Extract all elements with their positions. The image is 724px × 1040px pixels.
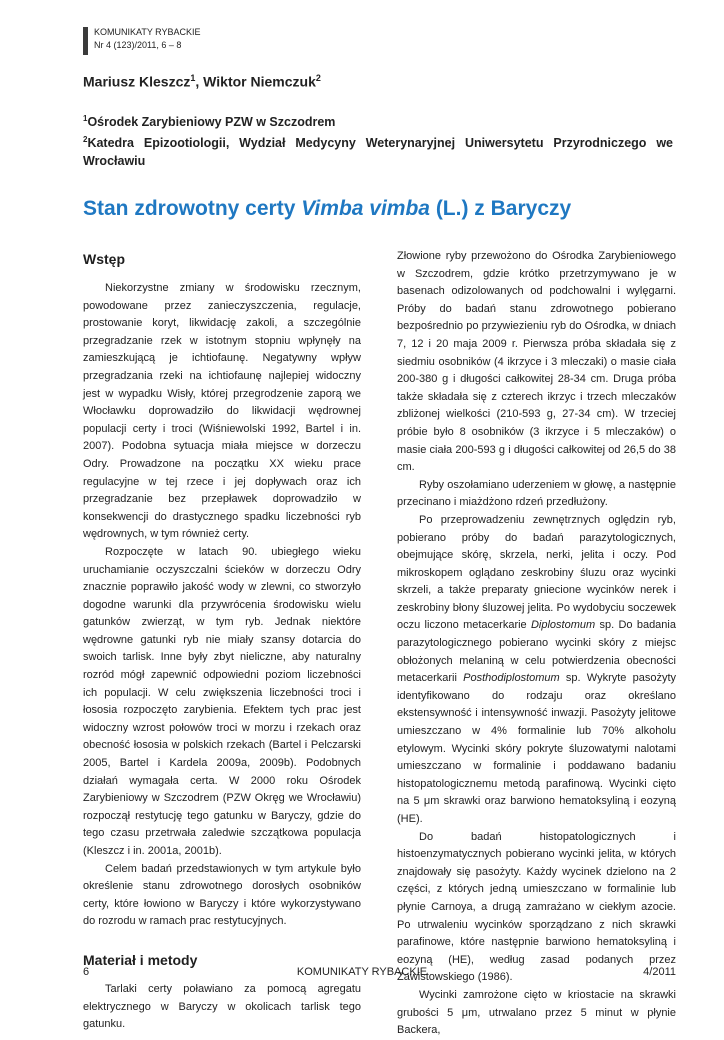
journal-info — [94, 26, 201, 55]
genus-diplostomum: Diplostomum — [530, 619, 596, 632]
author-1: Mariusz Kleszcz — [83, 73, 191, 90]
methods-paragraph-2: Złowione ryby przewożono do Ośrodka Zarybieniowego w Szczodrem, gdzie krótko przetrzymywano je w basenach odizolowanych od podchowalni i wylęgarni. Próby do badań stanu zdrowotnego pobierano bezpośrednio po przywiezieniu ryb do Ośrodka, w dniach 7, 12 i 20 maja 2009 r. Pierwsza próba składała się z siedmiu osobników (4 ikrzyce i 3 mleczaki) o masie ciała 200-380 g i długości całkowitej 28-34 cm. Druga próba także składała się z czterech ikrzyc i trzech mleczaków zbliżonej wielkości (210-593 g, 27-34 cm). W trzeciej próbie było 8 osobników (3 ikrzyce i 5 mleczaków) o masie ciała 200-593 g i długości całkowitej od 26,5 do 38 cm. — [397, 250, 676, 474]
journal-bar — [83, 27, 88, 55]
methods-paragraph-3: Ryby oszołamiano uderzeniem w głowę, a następnie przecinano i miażdżono rdzeń przedłużony. — [397, 478, 676, 509]
affiliation-1-text: Ośrodek Zarybieniowy PZW w Szczodrem — [87, 115, 336, 130]
footer-journal: KOMUNIKATY RYBACKIE — [296, 966, 428, 978]
methods-paragraph-4-c: sp. Wykryte pasożyty identyfikowano do rodzaju oraz określano ekstensywność i intensywność inwazji. Pasożyty jelitowe umieszczano w 4% formalinie lub 70% alkoholu etylowym. Wycinki skóry pokryte śluzowatymi nalotami umieszczano w formalinie i poddawano badaniu histopatologicznemu metodą parafinową. Wycinki cięto na 5 μm skrawki oraz barwiono hematoksyliną i eozyną (HE). — [397, 672, 677, 825]
affiliation-1-num: 1 — [83, 114, 88, 123]
title-part-2: (L.) z Baryczy — [429, 197, 572, 220]
affiliation-2-text: Katedra Epizootiologii, Wydział Medycyny Weterynaryjnej Uniwersytetu Przyrodniczego we Wrocławiu — [83, 136, 673, 169]
intro-paragraph-1: Niekorzystne zmiany w środowisku rzecznym, powodowane przez zanieczyszczenia, regulacje, prostowanie koryt, likwidację zakoli, a szczególnie przegradzanie rzek w istotnym stopniu wpłynęły na zamieszkującą je ichtiofaunę. Negatywny wpływ przegradzania rzeki na ichtiofaunę najlepiej widoczny jest w wypadku Wisły, której przegrodzenie zaporą we Włocławku doprowadziło do likwidacji wędrownej populacji certy i troci (Wiśniewolski 1992, Bartel i in. 2007). Podobna sytuacja miała miejsce w dorzeczu Odry. Prowadzone na początku XX wieku prace regulacyjne w tej rzece i jej dopływach oraz ich przegradzanie bez przepławek doprowadziło w konsekwencji do drastycznego spadku liczebności ryb wędrownych, w tym również certy. — [83, 282, 361, 541]
section-heading-methods: Materiał i metody — [83, 951, 198, 968]
title-species: Vimba vimba — [301, 197, 430, 220]
intro-paragraph-2: Rozpoczęte w latach 90. ubiegłego wieku uruchamianie oczyszczalni ścieków w dorzeczu Odry znacznie poprawiło jakość wody w zlewni, co stworzyło dogodne warunki dla przywrócenia środowisku wielu gatunków zwierząt, w tym ryb. Jednak niektóre wędrowne gatunki ryb nie miały szansy dotarcia do swoich tarlisk. Inne były zbyt nieliczne, aby naturalny rozród mógł zapewnić odpowiedni poziom liczebności ich populacji. W celu zwiększenia liczebności troci i łososia rozpoczęto zarybienia. Efektem tych prac jest widoczny wzrost połowów troci w morzu i rzekach oraz obecność łososia w polskich rzekach (Bartel i Pelczarski 2005, Bartel i Kardela 2009a, 2009b). Podobnych działań wymagała certa. W 2000 roku Ośrodek Zarybieniowy w Szczodrem (PZW Okręg we Wrocławiu) rozpoczął restytucję tego gatunku w Baryczy, gdzie do tego czasu przetrwała zaledwie szczątkowa populacja (Kleszcz i in. 2001a, 2001b). — [83, 545, 361, 857]
affiliation-1 — [83, 110, 673, 131]
authors — [83, 73, 321, 90]
right-column — [397, 248, 676, 1040]
genus-posthodiplostomum: Posthodiplostomum — [463, 672, 560, 685]
journal-name: KOMUNIKATY RYBACKIE — [94, 27, 201, 37]
article-title — [83, 197, 571, 221]
footer-page-number: 6 — [83, 966, 90, 978]
methods-paragraph-4-a: Po przeprowadzeniu zewnętrznych oględzin ryb, pobierano próby do badań parazytologicznych, obejmujące skórę, skrzela, nerki, jelita i oczy. Pod mikroskopem oglądano zeskrobiny śluzu oraz wycinki skrzeli, a także preparaty gniecione wycinków nerek i zeskrobiny błony śluzowej jelita. Po wydobyciu soczewek oczu liczono metacerkarie — [397, 513, 676, 632]
methods-paragraph-5: Do badań histopatologicznych i histoenzymatycznych pobierano wycinki jelita, w których znajdowały się pasożyty. Każdy wycinek dzielono na 2 części, z których jedną umieszczano w formalinie lub płynie Carnoya, a drugą zamrażano w ciekłym azocie. Po utrwaleniu wycinków sporządzano z nich skrawki parafinowe, które następnie barwiono hematoksyliną i eozyną (HE), według zasad podanych przez Zawistowskiego (1986). — [397, 830, 676, 984]
journal-issue: Nr 4 (123)/2011, 6 – 8 — [94, 40, 182, 50]
journal-header — [83, 26, 201, 55]
author-1-affil: 1 — [190, 73, 196, 83]
intro-paragraph-3: Celem badań przedstawionych w tym artykule było określenie stanu zdrowotnego dorosłych osobników certy, które łowiono w Baryczy i które wykorzystywano do rozrodu w ramach prac restytucyjnych. — [83, 862, 361, 928]
methods-paragraph-4-b: sp. Do badania parazytologicznego pobierano wycinki skóry z miejsc obłożonych melaniną w celu potwierdzenia obecności metacerkarii — [397, 619, 676, 685]
author-2: Wiktor Niemczuk — [203, 73, 316, 90]
footer-issue: 4/2011 — [643, 966, 676, 978]
methods-paragraph-1: Tarlaki certy poławiano za pomocą agregatu elektrycznego w Baryczy w okolicach tarlisk tego gatunku. — [83, 982, 361, 1031]
author-separator: , — [195, 73, 204, 90]
left-column — [83, 250, 361, 1034]
section-heading-intro: Wstęp — [83, 251, 125, 267]
author-2-affil: 2 — [315, 73, 321, 83]
affiliation-2-num: 2 — [83, 135, 88, 144]
methods-paragraph-6: Wycinki zamrożone cięto w kriostacie na skrawki grubości 5 μm, utrwalano przez 5 minut w płynie Backera, — [397, 988, 676, 1037]
title-part-1: Stan zdrowotny certy — [83, 197, 302, 220]
affiliation-2 — [83, 131, 673, 170]
methods-paragraph-4 — [397, 512, 676, 829]
